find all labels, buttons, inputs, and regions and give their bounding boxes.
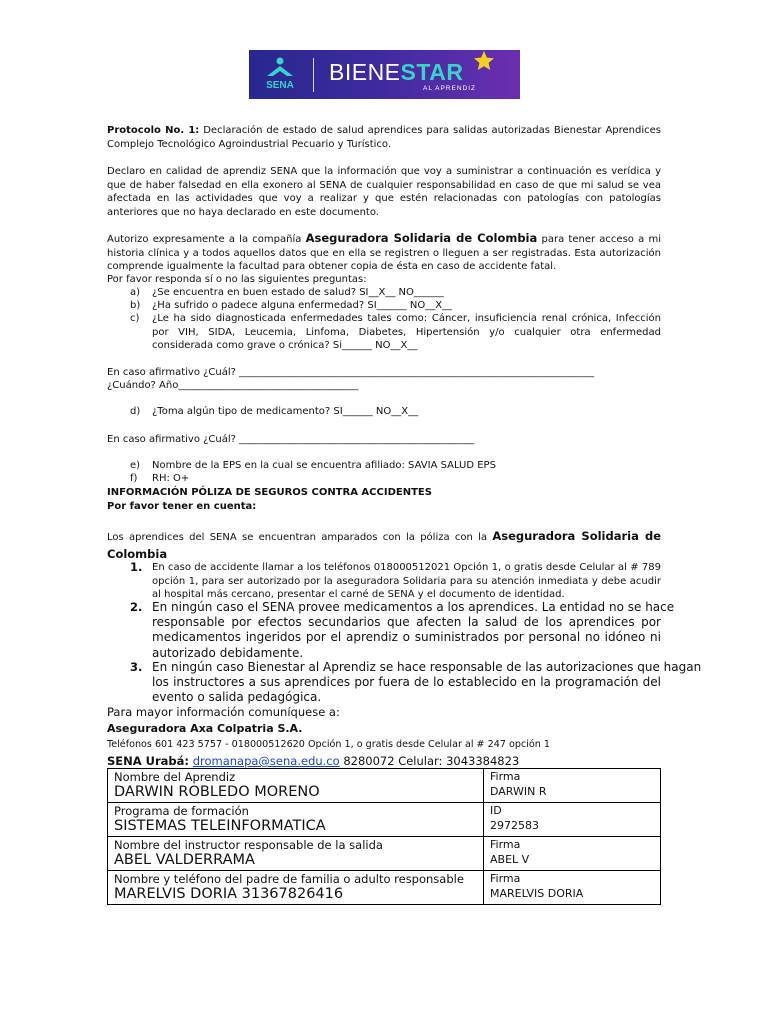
question-d: ¿Toma algún tipo de medicamento? SI______ NO__X__ (152, 406, 419, 417)
form-row (108, 769, 661, 803)
form-label: Firma (490, 770, 521, 783)
form-cell (484, 769, 661, 803)
item-number: 3. (130, 660, 143, 674)
form-cell (484, 871, 661, 905)
form-value[interactable]: SISTEMAS TELEINFORMATICA (114, 818, 326, 834)
bienestar-tagline: AL APRENDIZ (423, 85, 477, 92)
banner-divider (313, 58, 314, 92)
form-cell (108, 769, 484, 803)
form-label: Firma (490, 872, 521, 885)
protocol-paragraph (107, 124, 661, 151)
form-cell (484, 837, 661, 871)
bienestar-title: BIENESTAR (329, 59, 464, 85)
followup-which-2: En caso afirmativo ¿Cuál? _______________________________________________ (107, 434, 475, 445)
bienestar-banner (249, 50, 520, 99)
questions-prompt: Por favor responda sí o no las siguientes preguntas: (107, 274, 367, 285)
question-marker: a) (130, 287, 141, 298)
sena-logo-icon (263, 56, 297, 92)
item-number: 1. (130, 560, 143, 574)
form-label: Firma (490, 838, 521, 851)
protocol-label: Protocolo No. 1: (107, 125, 200, 136)
question-marker: c) (130, 313, 140, 324)
question-c: ¿Le ha sido diagnosticada enfermedades tales como: Cáncer, insuficiencia renal crónica, Infección por VIH, SIDA, Leucemia, Linfoma, Diabetes, Hipertensión y/o cualquier otra enfermedad considerada como grave o crónica? Si______ NO__X__ (152, 313, 661, 351)
insurance-item-3: En ningún caso Bienestar al Aprendiz se hace responsable de las autorizaciones que hagan los instructores a sus aprendices por fuera de lo establecido en la programación del evento o salida pedagógica. (152, 660, 702, 705)
insurance-title: INFORMACIÓN PÓLIZA DE SEGUROS CONTRA ACCIDENTES (107, 487, 432, 498)
star-icon (473, 50, 495, 72)
axa-phones: Teléfonos 601 423 5757 - 018000512620 Opción 1, o gratis desde Celular al # 247 opción 1 (107, 739, 550, 750)
axa-name: Aseguradora Axa Colpatria S.A. (107, 722, 303, 735)
form-cell (108, 871, 484, 905)
insurance-subtitle: Por favor tener en cuenta: (107, 501, 257, 512)
form-label: ID (490, 804, 502, 817)
form-value[interactable]: MARELVIS DORIA (490, 887, 584, 900)
form-value[interactable]: MARELVIS DORIA 31367826416 (114, 886, 344, 902)
sena-contact (107, 754, 519, 768)
form-label: Nombre y teléfono del padre de familia o adulto responsable (114, 872, 464, 886)
sena-logo-text: SENA (266, 80, 294, 91)
form-label: Programa de formación (114, 804, 249, 818)
insurance-intro: Los aprendices del SENA se encuentran amparados con la póliza con la Aseguradora Solidaria de Colombia (107, 529, 661, 561)
question-e: Nombre de la EPS en la cual se encuentra afiliado: SAVIA SALUD EPS (152, 460, 496, 471)
sena-phones: 8280072 Celular: 3043384823 (339, 754, 520, 768)
form-cell (108, 837, 484, 871)
form-row (108, 803, 661, 837)
form-row (108, 871, 661, 905)
form-label: Nombre del instructor responsable de la salida (114, 838, 383, 852)
authorization-paragraph: Autorizo expresamente a la compañía Aseguradora Solidaria de Colombia para tener acceso a mi historia clínica y a todos aquellos datos que en ella se registren o lleguen a ser registradas. Esta autorización comprende igualmente la facultad para obtener copia de ésta en caso de accidente fatal. (107, 231, 661, 272)
form-label: Nombre del Aprendiz (114, 770, 236, 784)
form-cell (108, 803, 484, 837)
question-marker: d) (130, 406, 141, 417)
item-number: 2. (130, 600, 143, 614)
form-value[interactable]: ABEL V (490, 853, 530, 866)
protocol-text: Declaración de estado de salud aprendices para salidas autorizadas Bienestar Aprendices Complejo Tecnológico Agroindustrial Pecuario y Turístico. (107, 125, 662, 150)
followup-which-1: En caso afirmativo ¿Cuál? _______________________________________________________________________ (107, 367, 595, 378)
more-info: Para mayor información comuníquese a: (107, 705, 340, 719)
insurance-item-1: En caso de accidente llamar a los teléfonos 018000512021 Opción 1, o gratis desde Celular al # 789 opción 1, para ser autorizado por la aseguradora Solidaria para su atención inmediata y debe acudir al hospital más cercano, presentar el carné de SENA y el documento de identidad. (152, 562, 661, 600)
followup-when: ¿Cuándo? Año____________________________________ (107, 380, 359, 391)
question-a: ¿Se encuentra en buen estado de salud? SI__X__ NO______ (152, 287, 444, 298)
form-value[interactable]: ABEL VALDERRAMA (114, 852, 255, 868)
form-value[interactable]: DARWIN R (490, 785, 547, 798)
sena-label: SENA Urabá: (107, 754, 190, 768)
insurer-name: Aseguradora Solidaria de Colombia (305, 231, 538, 245)
question-marker: f) (130, 473, 138, 484)
form-value[interactable]: DARWIN ROBLEDO MORENO (114, 784, 320, 800)
form-cell (484, 803, 661, 837)
question-marker: e) (130, 460, 141, 471)
question-b: ¿Ha sufrido o padece alguna enfermedad? SI______ NO__X__ (152, 300, 453, 311)
declaration-paragraph: Declaro en calidad de aprendiz SENA que la información que voy a suministrar a continuación es verídica y que de haber falsedad en ella exonero al SENA de cualquier responsabilidad en caso de que mi salud se vea afectada en las actividades que voy a realizar y que estén relacionadas con patologías con patologías anteriores que no haya declarado en este documento. (107, 166, 661, 218)
sena-email-link[interactable]: dromanapa@sena.edu.co (192, 754, 340, 768)
form-value[interactable]: 2972583 (490, 819, 539, 832)
form-row (108, 837, 661, 871)
question-f: RH: O+ (152, 473, 190, 484)
insurance-item-2: En ningún caso el SENA provee medicamentos a los aprendices. La entidad no se hace responsable por efectos secundarios que afecten la salud de los aprendices por medicamentos ingeridos por el aprendiz o suministrados por personal no idóneo ni autorizado debidamente. (152, 600, 675, 660)
question-marker: b) (130, 300, 141, 311)
authorization-form (107, 768, 661, 905)
